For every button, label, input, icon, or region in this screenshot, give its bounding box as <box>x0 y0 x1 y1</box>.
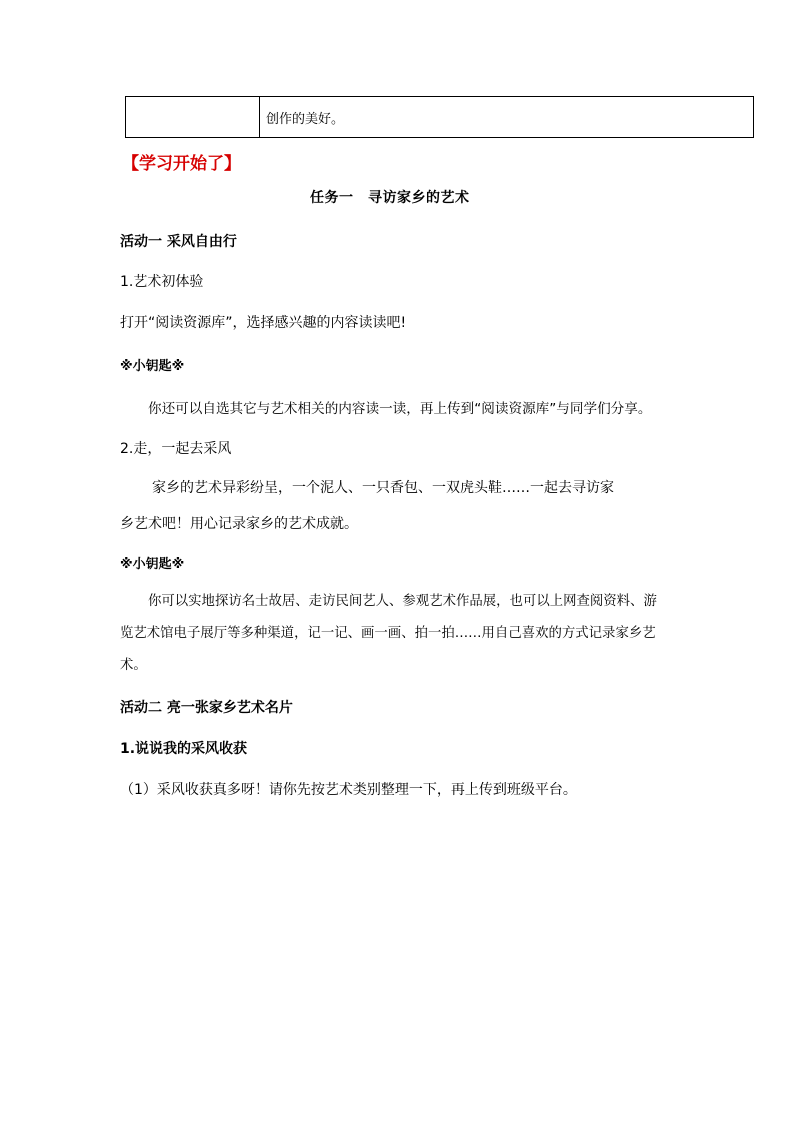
item2-line: 乡艺术吧！用心记录家乡的艺术成就。 <box>120 516 358 532</box>
activity2-heading: 活动二 亮一张家乡艺术名片 <box>120 700 293 716</box>
activity2-item1-heading: 1.说说我的采风收获 <box>120 741 248 757</box>
tip1-text: 你还可以自选其它与艺术相关的内容读一读，再上传到“阅读资源库”与同学们分享。 <box>148 401 652 417</box>
table-row <box>126 97 754 138</box>
item2-line: 家乡的艺术异彩纷呈，一个泥人、一只香包、一双虎头鞋……一起去寻访家 <box>152 480 614 496</box>
tip2-line: 术。 <box>120 658 147 673</box>
table-cell-label <box>126 97 260 138</box>
tip2-line: 你可以实地探访名士故居、走访民间艺人、参观艺术作品展，也可以上网查阅资料、游 <box>148 594 657 609</box>
objectives-table <box>125 96 754 138</box>
tip2-paragraph <box>120 586 740 682</box>
table-cell-content: 创作的美好。 <box>260 97 754 138</box>
activity1-item2-heading: 2.走，一起去采风 <box>120 441 232 457</box>
tip2-line: 览艺术馆电子展厅等多种渠道，记一记、画一画、拍一拍……用自己喜欢的方式记录家乡艺 <box>120 626 656 641</box>
tip1-label: ※小钥匙※ <box>120 359 185 374</box>
item2-paragraph <box>120 470 720 542</box>
section-title: 【学习开始了】 <box>122 154 241 174</box>
activity1-item1-heading: 1.艺术初体验 <box>120 274 204 290</box>
activity1-item1-text: 打开“阅读资源库”，选择感兴趣的内容读读吧! <box>120 315 407 331</box>
task-title: 任务一 寻访家乡的艺术 <box>310 190 470 206</box>
tip2-label: ※小钥匙※ <box>120 557 185 572</box>
activity1-heading: 活动一 采风自由行 <box>120 234 237 250</box>
activity2-item1-text: （1）采风收获真多呀！请你先按艺术类别整理一下，再上传到班级平台。 <box>120 782 577 798</box>
